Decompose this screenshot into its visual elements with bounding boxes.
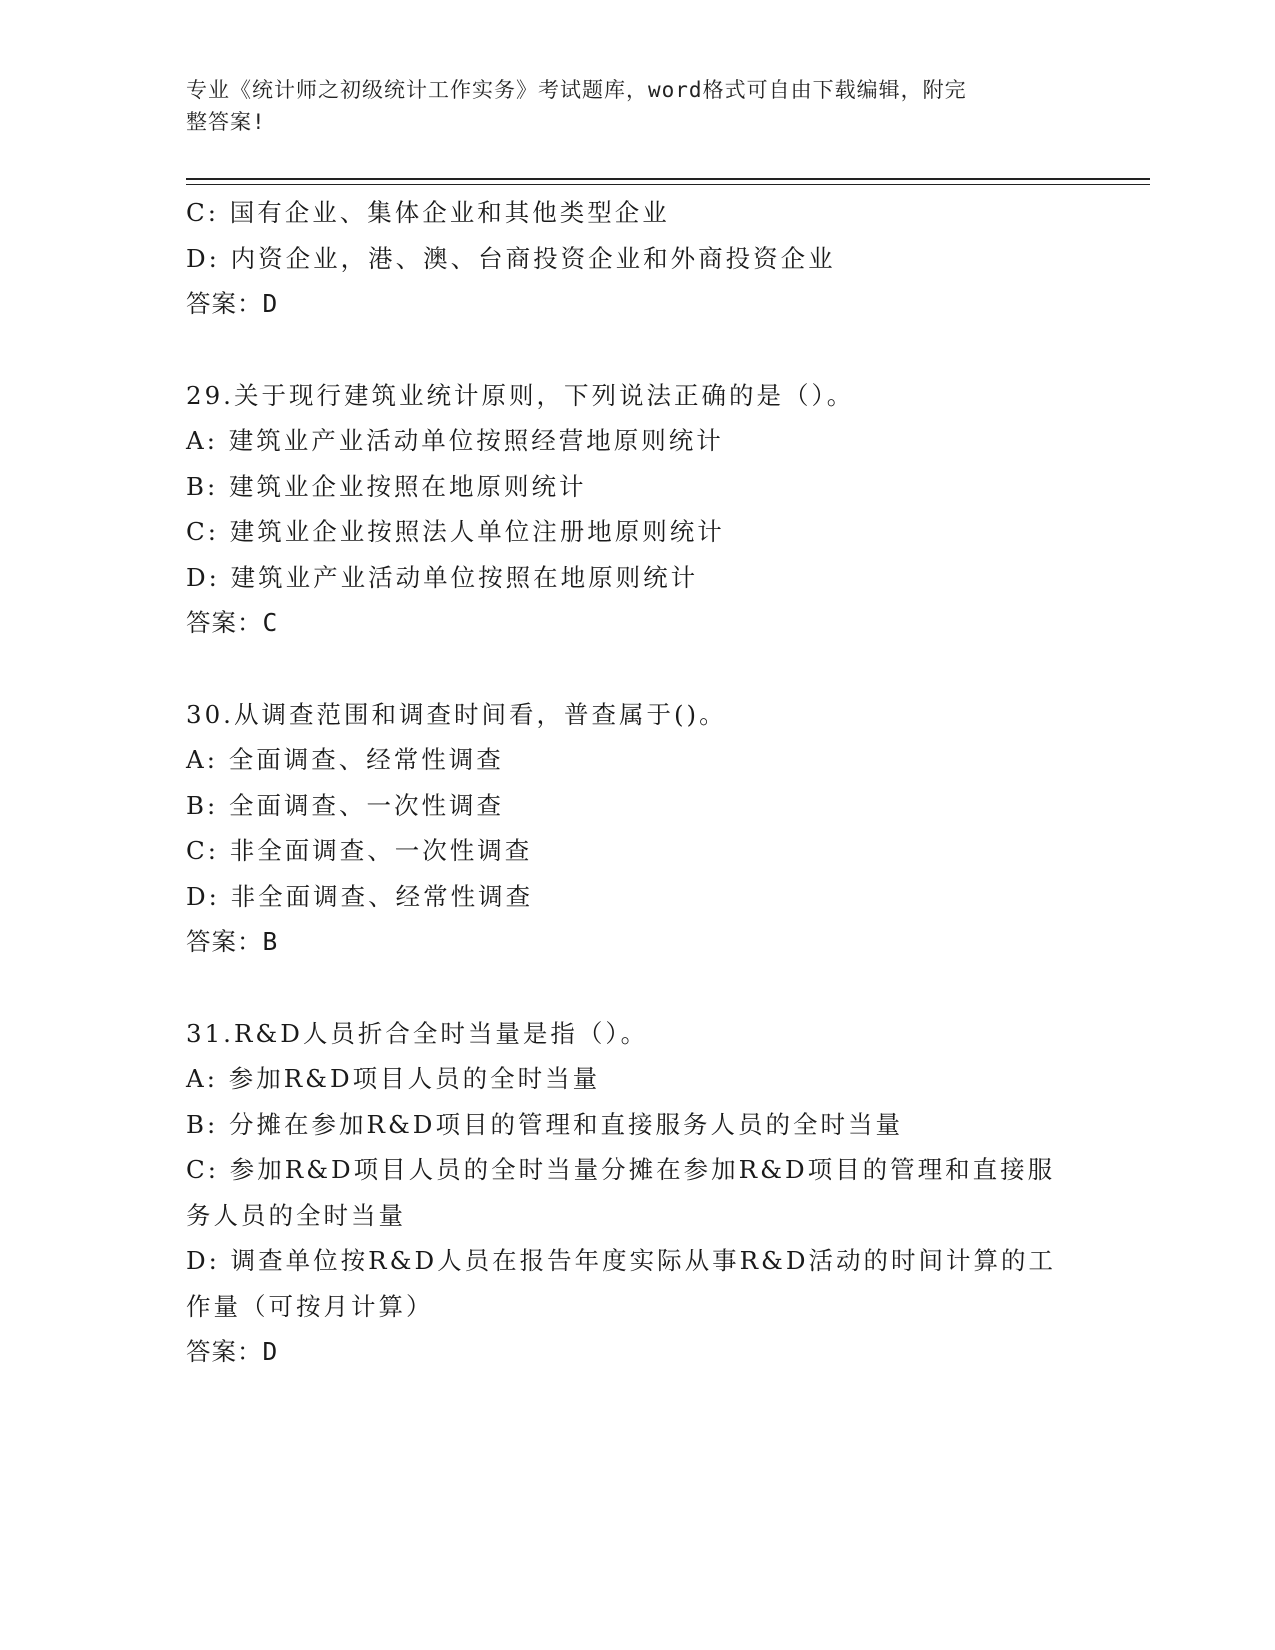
header-line-2: 整答案!: [186, 110, 266, 134]
option-a: A: 建筑业产业活动单位按照经营地原则统计: [186, 426, 724, 455]
option-b: B: 全面调查、一次性调查: [186, 790, 505, 820]
option-c: C: 国有企业、集体企业和其他类型企业: [186, 198, 670, 227]
option-a: A: 参加R&D项目人员的全时当量: [186, 1064, 601, 1093]
option-d: D: 调查单位按R&D人员在报告年度实际从事R&D活动的时间计算的工: [186, 1246, 1056, 1275]
option-d-continued: 作量（可按月计算）: [186, 1291, 434, 1321]
option-d: D: 内资企业，港、澳、台商投资企业和外商投资企业: [186, 243, 836, 273]
question-stem: 30.从调查范围和调查时间看，普查属于()。: [186, 699, 727, 729]
option-c-continued: 务人员的全时当量: [186, 1200, 406, 1230]
header-divider-bottom: [186, 184, 1150, 185]
answer: 答案：D: [186, 289, 279, 318]
question-content: [186, 190, 1086, 1375]
answer: 答案：D: [186, 1337, 279, 1366]
answer: 答案：B: [186, 927, 279, 956]
answer: 答案：C: [186, 608, 279, 637]
document-header: [186, 74, 1066, 138]
option-b: B: 建筑业企业按照在地原则统计: [186, 471, 587, 501]
option-d: D: 非全面调查、经常性调查: [186, 881, 534, 911]
question-30: [186, 692, 1086, 965]
option-c: C: 非全面调查、一次性调查: [186, 836, 533, 865]
question-31: [186, 1011, 1086, 1375]
spacer: [186, 327, 1086, 373]
option-b: B: 分摊在参加R&D项目的管理和直接服务人员的全时当量: [186, 1109, 903, 1139]
question-stem: 29.关于现行建筑业统计原则，下列说法正确的是（）。: [186, 380, 855, 410]
question-stem: 31.R&D人员折合全时当量是指（）。: [186, 1018, 649, 1048]
spacer: [186, 965, 1086, 1011]
option-d: D: 建筑业产业活动单位按照在地原则统计: [186, 562, 699, 592]
question-29: [186, 373, 1086, 646]
spacer: [186, 646, 1086, 692]
option-c: C: 参加R&D项目人员的全时当量分摊在参加R&D项目的管理和直接服: [186, 1155, 1056, 1184]
option-c: C: 建筑业企业按照法人单位注册地原则统计: [186, 517, 725, 546]
header-line-1: 专业《统计师之初级统计工作实务》考试题库，word格式可自由下载编辑，附完: [186, 78, 967, 102]
header-divider-top: [186, 178, 1150, 180]
option-a: A: 全面调查、经常性调查: [186, 745, 504, 774]
question-28-continuation: [186, 190, 1086, 327]
